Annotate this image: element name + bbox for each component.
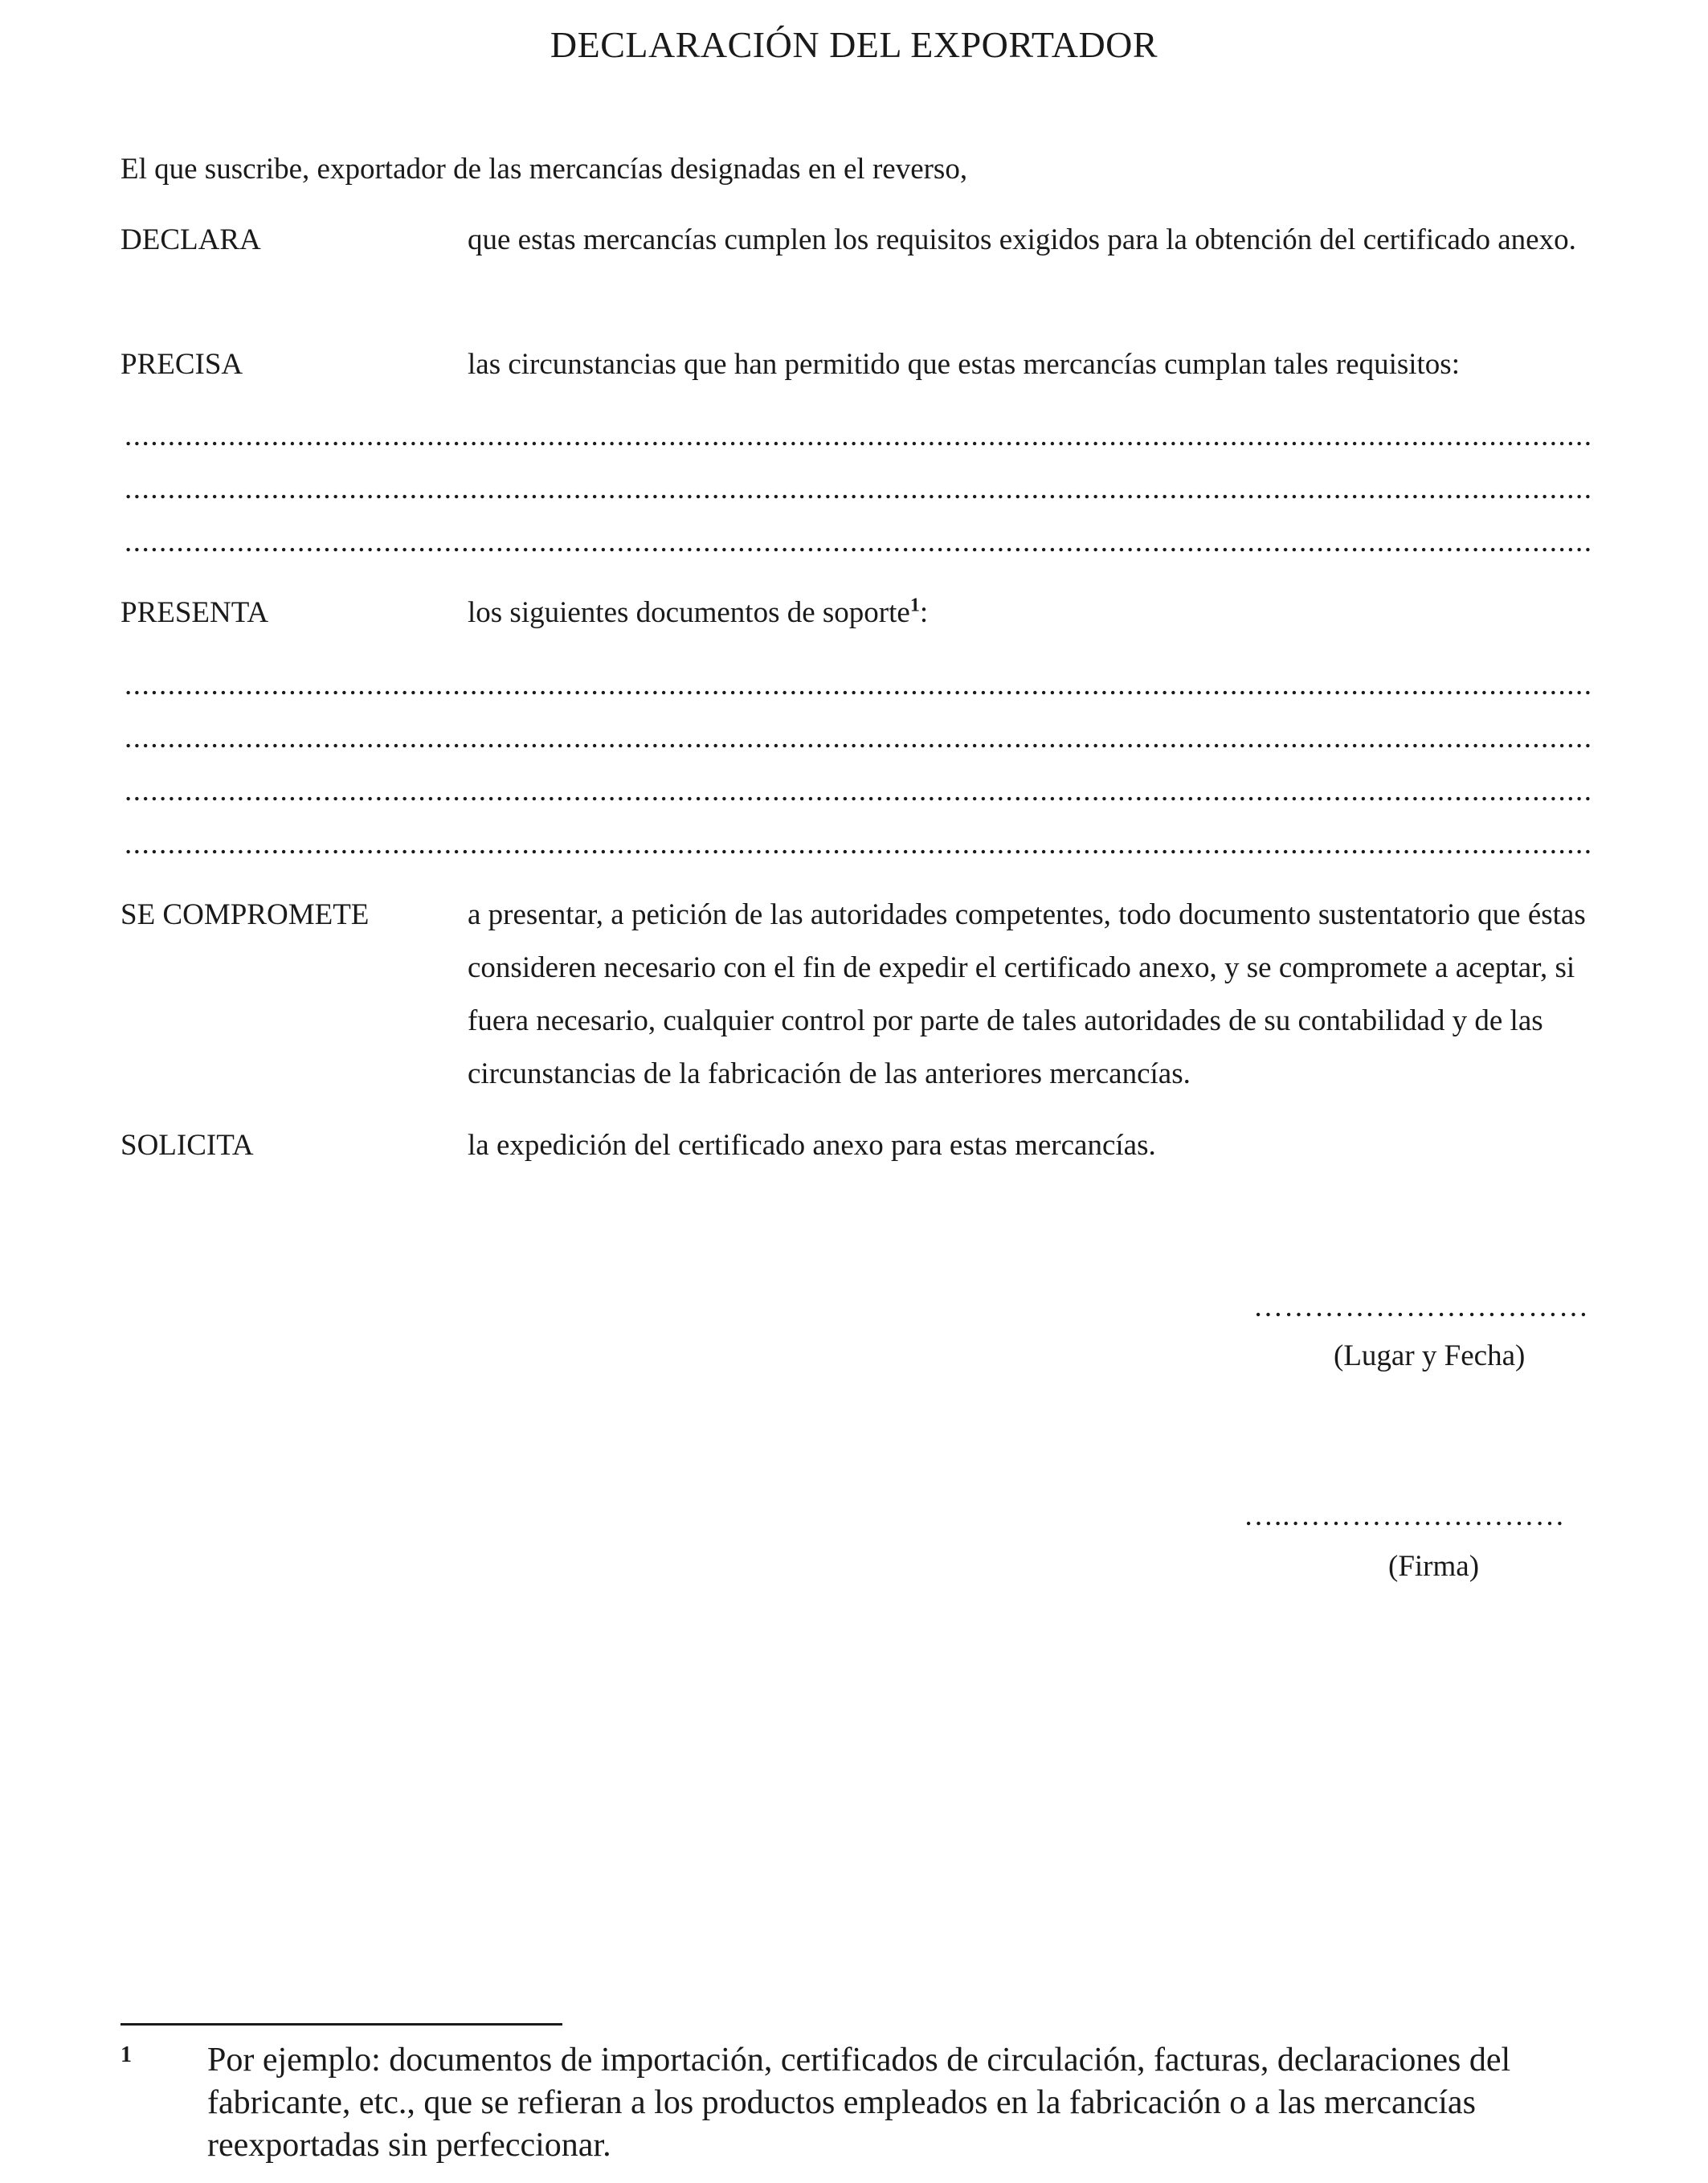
presenta-label: PRESENTA (121, 596, 269, 629)
footnote-reference: 1 (909, 595, 920, 616)
presenta-fill-line-4[interactable] (125, 818, 1591, 871)
presenta-fill-line-1[interactable] (125, 659, 1591, 712)
signature-line[interactable]: …..……………………… (1244, 1499, 1566, 1532)
solicita-text: la expedición del certificado anexo para estas mercancías. (468, 1129, 1156, 1162)
declara-label: DECLARA (121, 223, 261, 256)
presenta-suffix: : (919, 596, 929, 629)
presenta-text: los siguientes documentos de soporte (468, 596, 910, 629)
precisa-fill-line-2[interactable] (125, 463, 1591, 516)
presenta-fill-line-2[interactable] (125, 712, 1591, 765)
place-date-line[interactable]: …………………………… (1253, 1290, 1589, 1323)
presenta-line (468, 587, 1608, 640)
document-title: DECLARACIÓN DEL EXPORTADOR (550, 24, 1158, 65)
signature-caption: (Firma) (1388, 1550, 1480, 1583)
footnote-number: 1 (121, 2042, 132, 2067)
footnote-separator (121, 2023, 562, 2026)
footnote-text: Por ejemplo: documentos de importación, certificados de circulación, facturas, declaraciones del fabricante, etc., que se refieran a los productos empleados en la fabricación o a las mercancías reexportadas sin perfeccionar. (207, 2042, 1511, 2164)
precisa-text: las circunstancias que han permitido que estas mercancías cumplan tales requisitos: (468, 348, 1460, 381)
presenta-fill-line-3[interactable] (125, 765, 1591, 818)
precisa-label: PRECISA (121, 348, 243, 381)
se-compromete-label: SE COMPROMETE (121, 898, 370, 931)
solicita-label: SOLICITA (121, 1129, 254, 1162)
precisa-fill-line-3[interactable] (125, 516, 1591, 569)
declara-text: que estas mercancías cumplen los requisitos exigidos para la obtención del certificado anexo. (468, 223, 1576, 256)
se-compromete-text: a presentar, a petición de las autoridades competentes, todo documento sustentatorio que éstas consideren necesario con el fin de expedir el certificado anexo, y se compromete a aceptar, si fuera necesario, cualquier control por parte de tales autoridades de su contabilidad y de las circunstancias de la fabricación de las anteriores mercancías. (468, 898, 1586, 1090)
precisa-fill-line-1[interactable] (125, 410, 1591, 463)
place-date-caption: (Lugar y Fecha) (1334, 1339, 1526, 1372)
intro-text: El que suscribe, exportador de las mercancías designadas en el reverso, (121, 153, 968, 186)
